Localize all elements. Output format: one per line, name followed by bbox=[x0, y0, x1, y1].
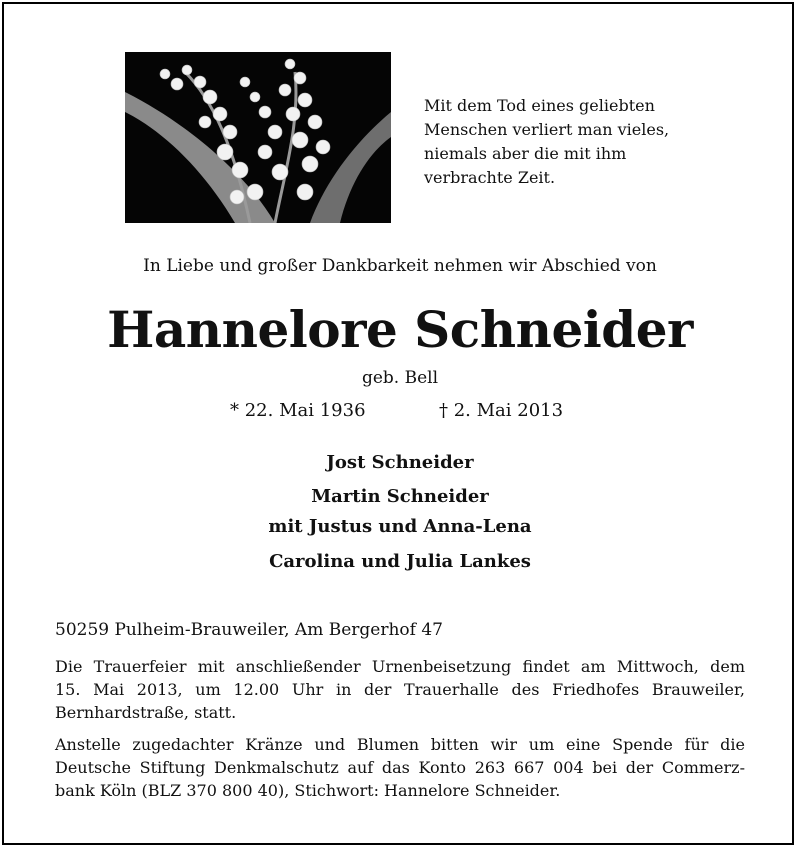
deceased-name: Hannelore Schneider bbox=[107, 300, 693, 359]
motto-line: niemals aber die mit ihm bbox=[424, 144, 627, 163]
motto-line: verbrachte Zeit. bbox=[424, 168, 556, 187]
lily-of-the-valley-photo bbox=[125, 52, 391, 223]
family-member: Carolina und Julia Lankes bbox=[269, 551, 531, 572]
family-member: Jost Schneider bbox=[326, 452, 474, 473]
funeral-line: Bernhardstraße, statt. bbox=[55, 703, 237, 722]
family-member: mit Justus und Anna-Lena bbox=[268, 516, 532, 537]
flower-illustration bbox=[125, 52, 391, 223]
address: 50259 Pulheim-Brauweiler, Am Bergerhof 47 bbox=[55, 620, 443, 640]
donation-line: Deutsche Stiftung Denkmalschutz auf das Konto 263 667 004 bei der Commerz- bbox=[55, 758, 745, 777]
funeral-line: Die Trauerfeier mit anschließender Urnenbeisetzung findet am Mittwoch, dem bbox=[55, 657, 745, 676]
funeral-line: 15. Mai 2013, um 12.00 Uhr in der Trauerhalle des Friedhofes Brauweiler, bbox=[55, 680, 745, 699]
funeral-info bbox=[55, 655, 745, 724]
farewell-intro: In Liebe und großer Dankbarkeit nehmen wir Abschied von bbox=[143, 256, 657, 276]
motto-quote bbox=[424, 94, 669, 190]
motto-line: Mit dem Tod eines geliebten bbox=[424, 96, 655, 115]
death-date: † 2. Mai 2013 bbox=[439, 400, 564, 421]
donation-info bbox=[55, 733, 745, 802]
motto-line: Menschen verliert man vieles, bbox=[424, 120, 670, 139]
family-member: Martin Schneider bbox=[311, 486, 489, 507]
maiden-name: geb. Bell bbox=[361, 368, 439, 388]
donation-line: bank Köln (BLZ 370 800 40), Stichwort: Hannelore Schneider. bbox=[55, 781, 561, 800]
birth-date: * 22. Mai 1936 bbox=[230, 400, 366, 421]
donation-line: Anstelle zugedachter Kränze und Blumen bitten wir um eine Spende für die bbox=[55, 735, 745, 754]
